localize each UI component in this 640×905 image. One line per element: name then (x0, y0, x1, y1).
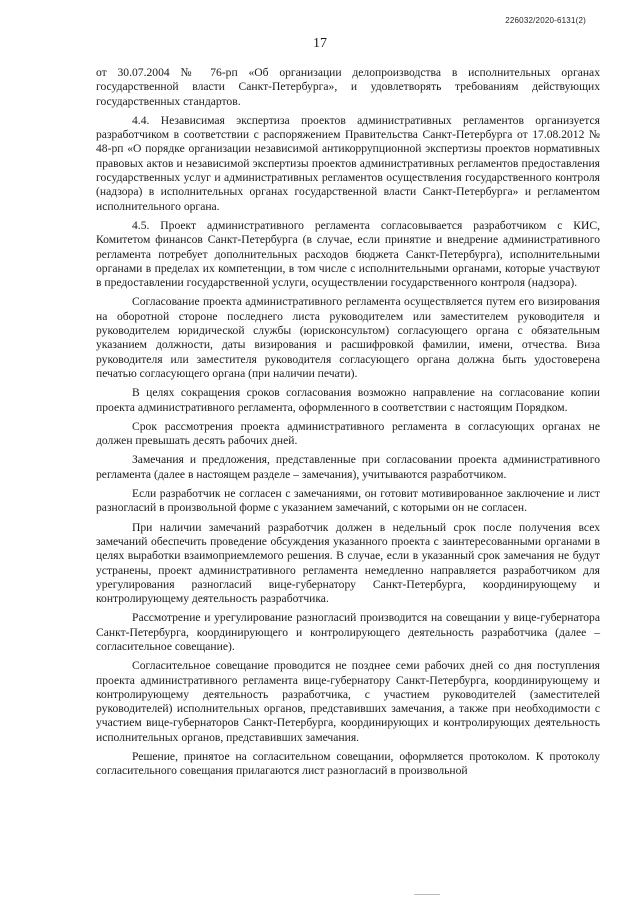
page-number: 17 (313, 36, 327, 51)
paragraph: Замечания и предложения, представленные при согласовании проекта административного регламента (далее в настоящем разделе – замечания), учитываются разработчиком. (96, 453, 600, 481)
paragraph: Согласование проекта административного регламента осуществляется путем его визирования на оборотной стороне последнего листа руководителем или заместителем руководителя и руководителем юридической службы (юрисконсультом) согласующего органа с обязательным указанием должности, даты визирования и расшифровкой фамилии, имени, отчества. Виза руководителя или заместителя руководителя согласующего органа должна быть удостоверена печатью согласующего органа (при наличии печати). (96, 295, 600, 380)
paragraph: Решение, принятое на согласительном совещании, оформляется протоколом. К протоколу согласительного совещания прилагаются лист разногласий в произвольной (96, 750, 600, 778)
paragraph: Рассмотрение и урегулирование разногласий производится на совещании у вице-губернатора Санкт-Петербурга, координирующего и контролирующего деятельность разработчика (далее – согласительное совещание). (96, 611, 600, 653)
paragraph: от 30.07.2004 № 76-рп «Об организации делопроизводства в исполнительных органах государственной власти Санкт-Петербурга», и удовлетворять требованиям действующих государственных стандартов. (96, 66, 600, 108)
paragraph: 4.4. Независимая экспертиза проектов административных регламентов организуется разработчиком в соответствии с распоряжением Правительства Санкт-Петербурга от 17.08.2012 № 48-рп «О порядке организации независимой антикоррупционной экспертизы проектов нормативных правовых актов и независимой экспертизы проектов административных регламентов предоставления государственных услуг и административных регламентов осуществления государственного контроля (надзора) в исполнительных органах государственной власти Санкт-Петербурга» и регламентом исполнительного органа. (96, 113, 600, 213)
paragraph: В целях сокращения сроков согласования возможно направление на согласование копии проекта административного регламента, оформленного в соответствии с настоящим Порядком. (96, 386, 600, 414)
document-body (96, 66, 600, 784)
paragraph: При наличии замечаний разработчик должен в недельный срок после получения всех замечаний обеспечить проведение обсуждения указанного проекта с заинтересованными органами в целях выработки взаимоприемлемого решения. В случае, если в указанный срок замечания не будут устранены, проект административного регламента немедленно направляется разработчиком для урегулирования разногласий вице-губернатору Санкт-Петербурга, координирующему и контролирующему деятельность разработчика. (96, 520, 600, 606)
document-id: 226032/2020-6131(2) (505, 16, 586, 25)
paragraph: Срок рассмотрения проекта административного регламента в согласующих органах не должен превышать десять рабочих дней. (96, 419, 600, 448)
paragraph: Согласительное совещание проводится не позднее семи рабочих дней со дня поступления проекта административного регламента вице-губернатору Санкт-Петербурга, координирующему и контролирующему деятельность разработчика, с участием руководителей (заместителей руководителей) исполнительных органов, представивших замечания, а также при необходимости с участием вице-губернаторов Санкт-Петербурга, координирующих и контролирующих деятельность исполнительных органов, представивших замечания. (96, 659, 600, 744)
footer-mark (414, 894, 440, 895)
paragraph: Если разработчик не согласен с замечаниями, он готовит мотивированное заключение и лист разногласий в произвольной форме с указанием замечаний, с которыми он не согласен. (96, 487, 600, 515)
paragraph: 4.5. Проект административного регламента согласовывается разработчиком с КИС, Комитетом финансов Санкт-Петербурга (в случае, если принятие и внедрение административного регламента потребует дополнительных расходов бюджета Санкт-Петербурга), исполнительными органами в пределах их компетенции, в том числе с исполнительными органами, которые участвуют в предоставлении государственной услуги, осуществлении государственного контроля (надзора). (96, 218, 600, 290)
